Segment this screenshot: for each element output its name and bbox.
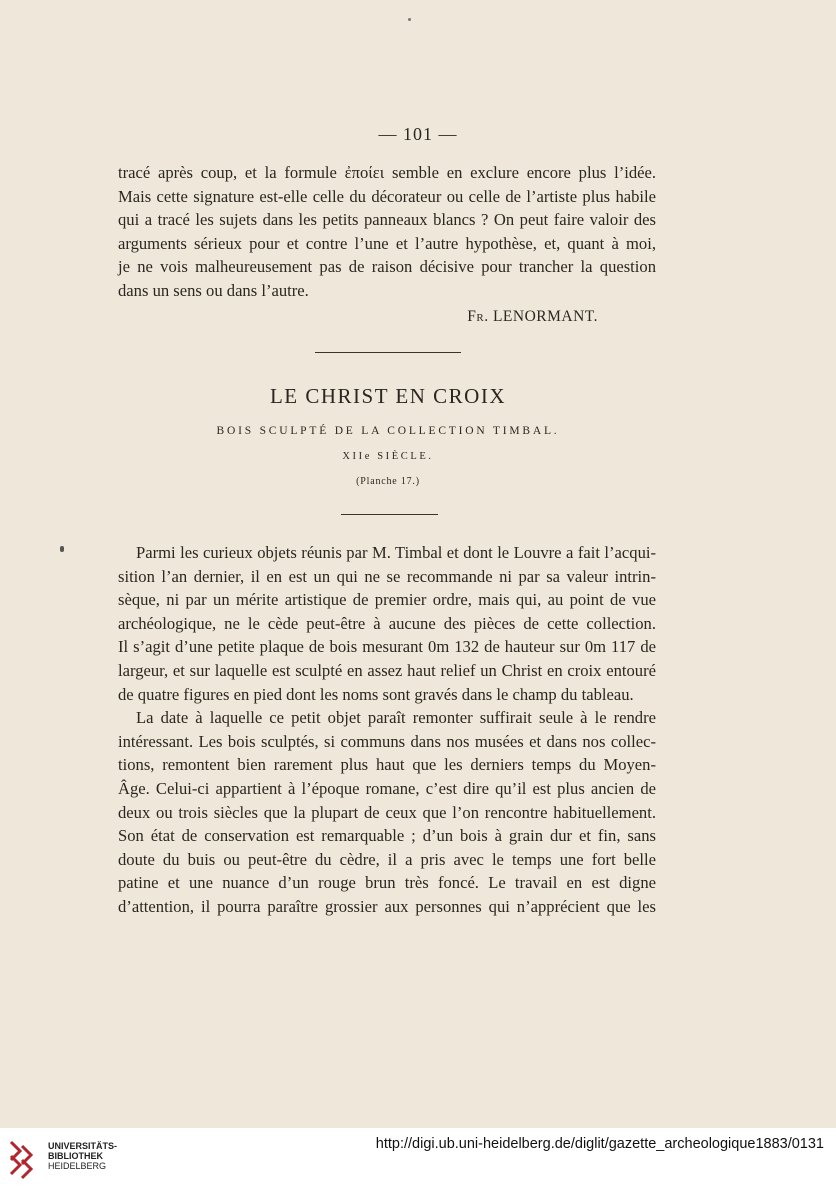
text-line: Parmi les curieux objets réunis par M. Timbal et dont le Louvre a fait l’acqui-: [136, 543, 656, 562]
text-line: d’attention, il pourra paraître grossier aux personnes qui n’apprécient que les: [118, 896, 656, 916]
text-line: largeur, et sur laquelle est sculpté en assez haut relief un Christ en croix entouré: [118, 660, 656, 680]
text-line: arguments sérieux pour et contre l’une et l’autre hypothèse, et, quant à moi,: [118, 233, 656, 253]
library-name-line1: UNIVERSITÄTS-: [48, 1141, 118, 1151]
article-title: LE CHRIST EN CROIX: [269, 384, 507, 408]
text-line: archéologique, ne le cède peut-être à aucune des pièces de cette collection.: [118, 613, 656, 633]
plate-reference: (Planche 17.): [356, 476, 420, 487]
section-divider: [315, 352, 461, 353]
text-block-top: [118, 161, 656, 303]
text-line: deux ou trois siècles que la plupart de ceux que l’on rencontre habituellement.: [118, 802, 656, 822]
library-name[interactable]: [48, 1141, 117, 1171]
text-line: sèque, ni par un mérite artistique de premier ordre, mais qui, au point de vue: [118, 590, 656, 610]
text-line: patine et une nuance d’un rouge brun très foncé. Le travail en est digne: [118, 873, 656, 893]
text-line: dans un sens ou dans l’autre.: [118, 280, 309, 300]
article-subtitle: BOIS SCULPTÉ DE LA COLLECTION TIMBAL.: [216, 425, 560, 437]
text-line: doute du buis ou peut-être du cèdre, il a pris avec le temps une fort belle: [118, 849, 656, 869]
text-line: qui a tracé les sujets dans les petits panneaux blancs ? On peut faire valoir des: [118, 210, 656, 230]
text-line: de quatre figures en pied dont les noms sont gravés dans le champ du tableau.: [118, 684, 634, 704]
article-century: XIIe SIÈCLE.: [342, 451, 434, 462]
paper-speck: [408, 18, 411, 21]
source-url-link[interactable]: http://digi.ub.uni-heidelberg.de/diglit/gazette_archeologique1883/0131: [375, 1136, 824, 1152]
text-line: intéressant. Les bois sculptés, si communs dans nos musées et dans nos collec-: [118, 731, 656, 751]
signature-initial: Fr.: [467, 308, 489, 325]
text-line: Âge. Celui-ci appartient à l’époque romane, c’est dire qu’il est plus ancien de: [118, 778, 656, 798]
signature-name: LENORMANT.: [492, 308, 598, 325]
text-line: sition l’an dernier, il en est un qui ne se recommande ni par sa valeur intrin-: [118, 566, 656, 586]
text-line: tracé après coup, et la formule ἐποίει semble en exclure encore plus l’idée.: [118, 163, 656, 182]
text-line: Il s’agit d’une petite plaque de bois mesurant 0m 132 de hauteur sur 0m 117 de: [118, 637, 656, 657]
text-line: La date à laquelle ce petit objet paraît remonter suffirait seule à le rendre: [136, 708, 656, 728]
title-divider: [341, 514, 438, 515]
text-line: Son état de conservation est remarquable ; d’un bois à grain dur et fin, sans: [118, 826, 656, 846]
text-line: tions, remontent bien rarement plus haut que les derniers temps du Moyen-: [118, 755, 656, 775]
university-library-logo-icon: [8, 1134, 42, 1184]
text-block-article: [118, 541, 656, 919]
margin-mark: [60, 546, 64, 552]
library-name-line2: BIBLIOTHEK: [48, 1151, 103, 1161]
author-signature: [467, 308, 598, 326]
text-line: je ne vois malheureusement pas de raison décisive pour trancher la question: [118, 257, 656, 277]
text-line: Mais cette signature est-elle celle du décorateur ou celle de l’artiste plus habile: [118, 186, 656, 206]
page-number: — 101 —: [378, 124, 458, 144]
library-name-line3: HEIDELBERG: [48, 1161, 107, 1171]
